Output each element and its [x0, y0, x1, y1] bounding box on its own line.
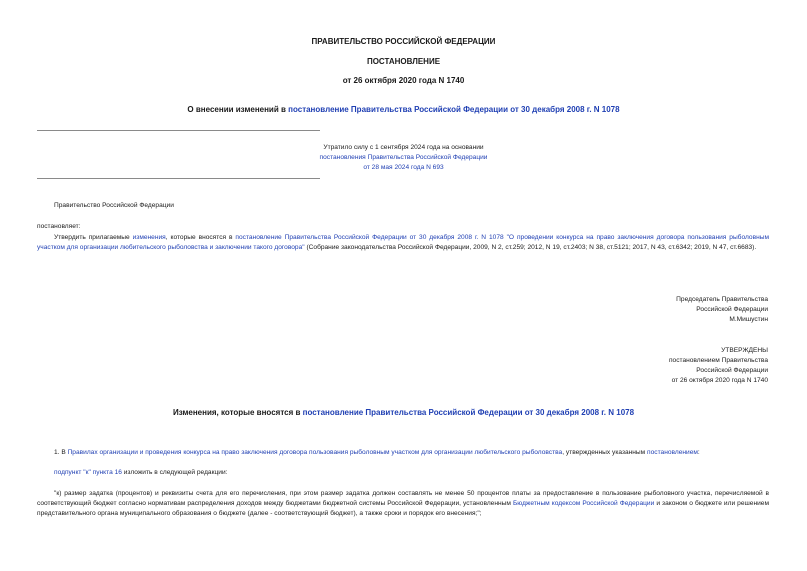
item1-text-a: 1. В: [54, 449, 68, 456]
quote-text-b: и законом о бюджете или решением представительного органа муниципального образования о бюджете (далее - соответствующий бюджет), а также сроки и порядок его внесения;";: [37, 500, 769, 517]
approved-line4: от 26 октября 2020 года N 1740: [671, 377, 768, 384]
approved-line2: постановлением Правительства: [668, 357, 768, 364]
resolution-1078-link[interactable]: постановление Правительства Российской Федерации от 30 декабря 2008 г. N 1078 "О проведении конкурса на право заключения договора пользования рыболовным участком для организации любительского рыболовства и заключении такого договора": [37, 234, 769, 251]
changes-title: [0, 408, 807, 417]
changes-title-link[interactable]: постановление Правительства Российской Федерации от 30 декабря 2008 г. N 1078: [302, 408, 635, 417]
status-note-line1: Утратило силу с 1 сентября 2024 года на основании: [323, 144, 484, 151]
repealing-resolution-link[interactable]: постановления Правительства Российской Федерации: [319, 154, 488, 161]
divider-bottom: [37, 178, 320, 179]
approval-paragraph: [37, 233, 769, 253]
subitem-link[interactable]: подпункт "к" пункта 16: [54, 469, 122, 476]
signature-line2: Российской Федерации: [696, 306, 768, 313]
repealing-resolution-date-link[interactable]: от 28 мая 2024 года N 693: [363, 164, 444, 171]
government-text: Правительство Российской Федерации: [54, 202, 174, 209]
decides-text: постановляет:: [37, 223, 81, 230]
approval-text-c: (Собрание законодательства Российской Федерации, 2009, N 2, ст.259; 2012, N 19, ст.2403; N 38, ст.5121; 2017, N 43, ст.6342; 2019, N 47, ст.6683).: [304, 244, 757, 251]
item1-text-b: , утвержденных указанным: [562, 449, 648, 456]
budget-code-link[interactable]: Бюджетным кодексом Российской Федерации: [512, 500, 655, 507]
approval-text-b: , которые вносятся в: [165, 234, 236, 241]
approved-block: [500, 346, 768, 386]
changes-link[interactable]: изменения: [132, 234, 166, 241]
status-note: [200, 143, 607, 173]
resolution-link[interactable]: постановлением: [647, 449, 698, 456]
document-date-number: от 26 октября 2020 года N 1740: [342, 76, 465, 85]
signature-block: [500, 295, 768, 325]
signature-name: М.Мишустин: [729, 316, 768, 323]
title-prefix: О внесении изменений в: [187, 105, 289, 114]
rules-link[interactable]: Правилах организации и проведения конкурса на право заключения договора пользования рыболовным участком для организации любительского рыболовства: [67, 449, 563, 456]
quote-text-a: "к) размер задатка (процентов) и реквизиты счета для его перечисления, при этом размер задатка должен составлять не менее 50 процентов платы за предоставление в пользование рыболовного участка, перечисляемой в соответствующий бюджет согласно нормативам распределения доходов между бюджетами бюджетной системы Российской Федерации, установленным: [37, 490, 769, 507]
approved-line3: Российской Федерации: [696, 367, 768, 374]
subitem-text: изложить в следующей редакции:: [121, 469, 228, 476]
item1-text-c: :: [697, 449, 700, 456]
document-type: ПОСТАНОВЛЕНИЕ: [366, 57, 441, 66]
quoted-text: [37, 489, 769, 519]
divider-top: [37, 130, 320, 131]
approval-text-a: Утвердить прилагаемые: [54, 234, 133, 241]
signature-line1: Председатель Правительства: [676, 296, 768, 303]
amended-resolution-link[interactable]: постановление Правительства Российской Федерации от 30 декабря 2008 г. N 1078: [288, 105, 620, 114]
government-header: ПРАВИТЕЛЬСТВО РОССИЙСКОЙ ФЕДЕРАЦИИ: [311, 37, 496, 46]
changes-title-prefix: Изменения, которые вносятся в: [172, 408, 303, 417]
approved-line1: УТВЕРЖДЕНЫ: [721, 347, 768, 354]
document-title: [0, 105, 807, 114]
item-1: [54, 448, 769, 458]
subitem: [54, 468, 227, 478]
